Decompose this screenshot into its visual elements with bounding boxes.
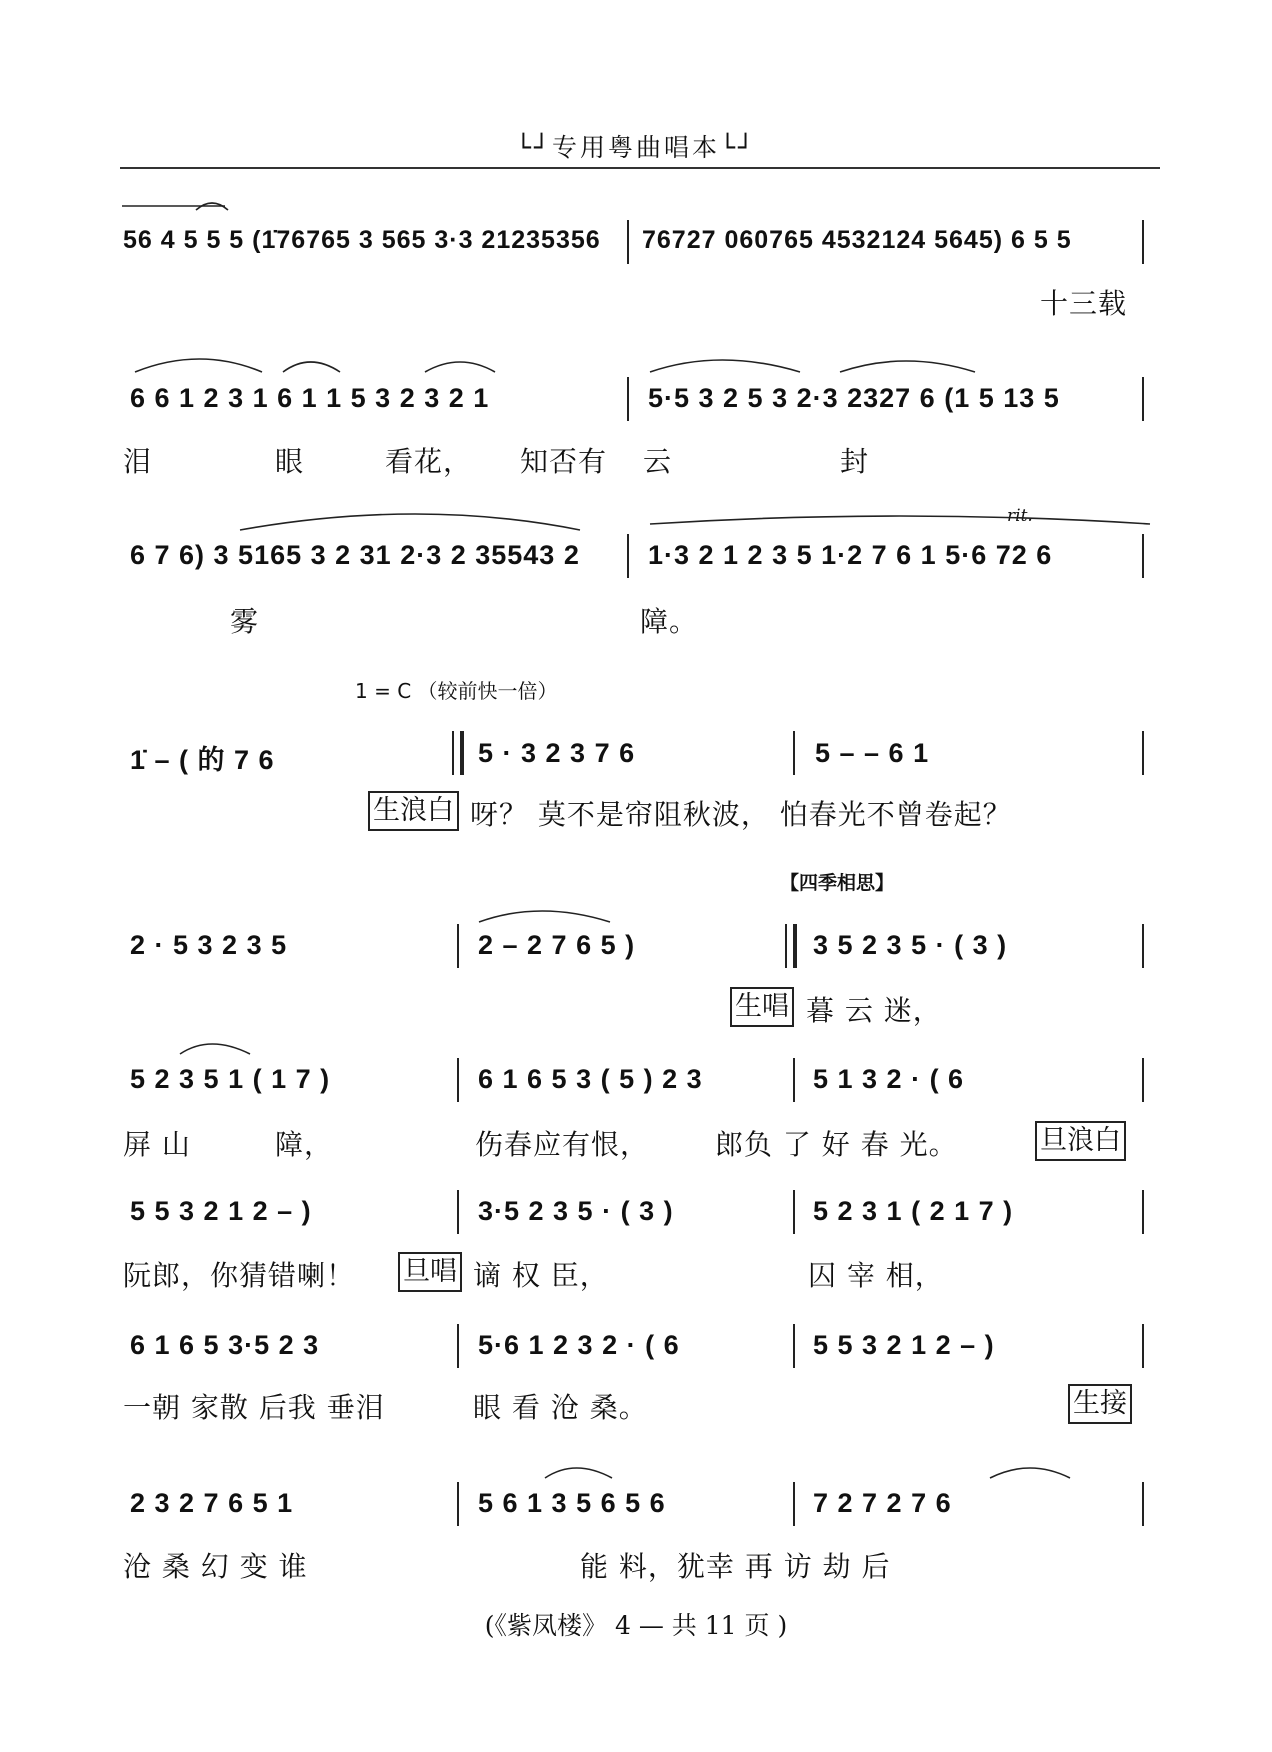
lyric-7-2: 谪 权 臣， <box>473 1259 609 1292</box>
barline <box>1142 1482 1144 1526</box>
lyric-6-1: 屏 山 <box>123 1128 191 1161</box>
measure-6-3: 5 1 3 2 · ( 6 <box>813 1064 965 1094</box>
measure-5-2: 2 – 2 7 6 5 ) <box>478 930 636 960</box>
lyric-5-1: 暮 云 迷， <box>806 994 942 1027</box>
barline <box>457 1058 459 1102</box>
slur <box>240 514 580 530</box>
lyric-8-2: 眼 看 沧 桑。 <box>473 1391 648 1424</box>
measure-4-2: 5 · 3 2 3 7 6 <box>478 738 636 768</box>
measure-6-1: 5 2 3 5 1 ( 1 7 ) <box>130 1064 331 1094</box>
lyric-4-1: 呀？ 莫不是帘阻秋波， 怕春光不曾卷起？ <box>470 798 1012 831</box>
barline <box>1142 534 1144 578</box>
barline <box>457 1324 459 1368</box>
slur <box>135 359 262 372</box>
measure-3-1: 6 7 6) 3 5165 3 2 31 2·3 2 35543 2 <box>130 540 580 570</box>
barline <box>1142 1190 1144 1234</box>
lyric-2-2: 眼 <box>275 445 305 478</box>
barline <box>1142 377 1144 421</box>
lyric-6-3: 伤春应有恨， <box>475 1128 650 1161</box>
lyric-2-3: 看花， <box>385 445 473 478</box>
barline <box>1142 1324 1144 1368</box>
barline <box>793 1324 795 1368</box>
lyric-2-6: 封 <box>840 445 870 478</box>
barline <box>627 377 629 421</box>
slur <box>650 516 1150 524</box>
lyric-6-4: 郎负 了 好 春 光。 <box>715 1128 958 1161</box>
qupai-title: 【四季相思】 <box>780 872 895 894</box>
measure-4-1: 1̇ – ( 的 7 6 <box>130 745 275 775</box>
barline <box>793 731 795 775</box>
lyric-6-2: 障， <box>275 1128 334 1161</box>
barline <box>457 1482 459 1526</box>
measure-9-2: 5 6 1 3 5 6 5 6 <box>478 1488 666 1518</box>
barline <box>627 534 629 578</box>
slur <box>840 361 975 372</box>
lyric-9-1: 沧 桑 幻 变 谁 <box>123 1550 308 1583</box>
barline <box>793 1190 795 1234</box>
barline <box>793 1482 795 1526</box>
lyric-3-2: 障。 <box>640 605 699 638</box>
measure-2-1: 6 6 1 2 3 1 6 1 1 5 3 2 3 2 1 <box>130 383 490 413</box>
barline <box>1142 220 1144 264</box>
slur <box>283 362 340 372</box>
measure-3-2: 1·3 2 1 2 3 5 1·2 7 6 1 5·6 72 6 <box>648 540 1053 570</box>
measure-9-3: 7 2 7 2 7 6 <box>813 1488 952 1518</box>
lyric-2-5: 云 <box>643 445 673 478</box>
measure-9-1: 2 3 2 7 6 5 1 <box>130 1488 294 1518</box>
role-tag: 旦浪白 <box>1035 1121 1126 1161</box>
lyric-8-1: 一朝 家散 后我 垂泪 <box>123 1391 385 1424</box>
role-tag: 生唱 <box>730 987 794 1027</box>
measure-1-2: 76727 060765 4532124 5645) 6 5 5 <box>642 226 1072 254</box>
role-tag: 生接 <box>1068 1384 1132 1424</box>
key-signature: 1 = C （较前快一倍） <box>355 679 558 703</box>
measure-7-2: 3·5 2 3 5 · ( 3 ) <box>478 1196 674 1226</box>
slur <box>545 1468 612 1478</box>
measure-5-3: 3 5 2 3 5 · ( 3 ) <box>813 930 1008 960</box>
measure-7-3: 5 2 3 1 ( 2 1 7 ) <box>813 1196 1014 1226</box>
lyric-7-1: 阮郎，你猜错喇！ <box>123 1259 356 1292</box>
slur <box>650 360 800 372</box>
barline <box>1142 924 1144 968</box>
measure-7-1: 5 5 3 2 1 2 – ) <box>130 1196 312 1226</box>
barline <box>1142 731 1144 775</box>
rit-marking: rit. <box>1007 506 1033 526</box>
barline <box>457 924 459 968</box>
lyric-3-1: 雾 <box>230 605 260 638</box>
measure-8-1: 6 1 6 5 3·5 2 3 <box>130 1330 320 1360</box>
slur <box>180 1044 250 1054</box>
measure-6-2: 6 1 6 5 3 ( 5 ) 2 3 <box>478 1064 703 1094</box>
lyric-1-1: 十三载 <box>1040 287 1128 320</box>
measure-4-3: 5 – – 6 1 <box>815 738 930 768</box>
slur <box>425 362 495 372</box>
slur <box>990 1468 1070 1478</box>
double-barline <box>785 924 797 968</box>
role-tag: 旦唱 <box>398 1252 462 1292</box>
lyric-2-1: 泪 <box>123 445 153 478</box>
measure-5-1: 2 · 5 3 2 3 5 <box>130 930 288 960</box>
page-footer: (《紫凤楼》 4 — 共 11 页 ) <box>484 1611 788 1640</box>
lyric-7-3: 囚 宰 相， <box>808 1259 944 1292</box>
measure-8-3: 5 5 3 2 1 2 – ) <box>813 1330 995 1360</box>
double-barline <box>452 731 464 775</box>
role-tag: 生浪白 <box>368 791 459 831</box>
slur <box>479 911 610 922</box>
lyric-9-2: 能 料，犹幸 再 访 劫 后 <box>580 1550 891 1583</box>
page-header: └┘专用粤曲唱本└┘ <box>515 133 757 162</box>
measure-2-2: 5·5 3 2 5 3 2·3 2327 6 (1 5 13 5 <box>648 383 1060 413</box>
barline <box>793 1058 795 1102</box>
measure-1-1: 56 4 5 5 5 (1̇76765 3 565 3·3 21235356 <box>123 226 601 254</box>
lyric-2-4: 知否有 <box>520 445 608 478</box>
barline <box>627 220 629 264</box>
barline <box>1142 1058 1144 1102</box>
measure-8-2: 5·6 1 2 3 2 · ( 6 <box>478 1330 680 1360</box>
slur <box>196 203 228 210</box>
header-rule <box>120 167 1160 169</box>
barline <box>457 1190 459 1234</box>
